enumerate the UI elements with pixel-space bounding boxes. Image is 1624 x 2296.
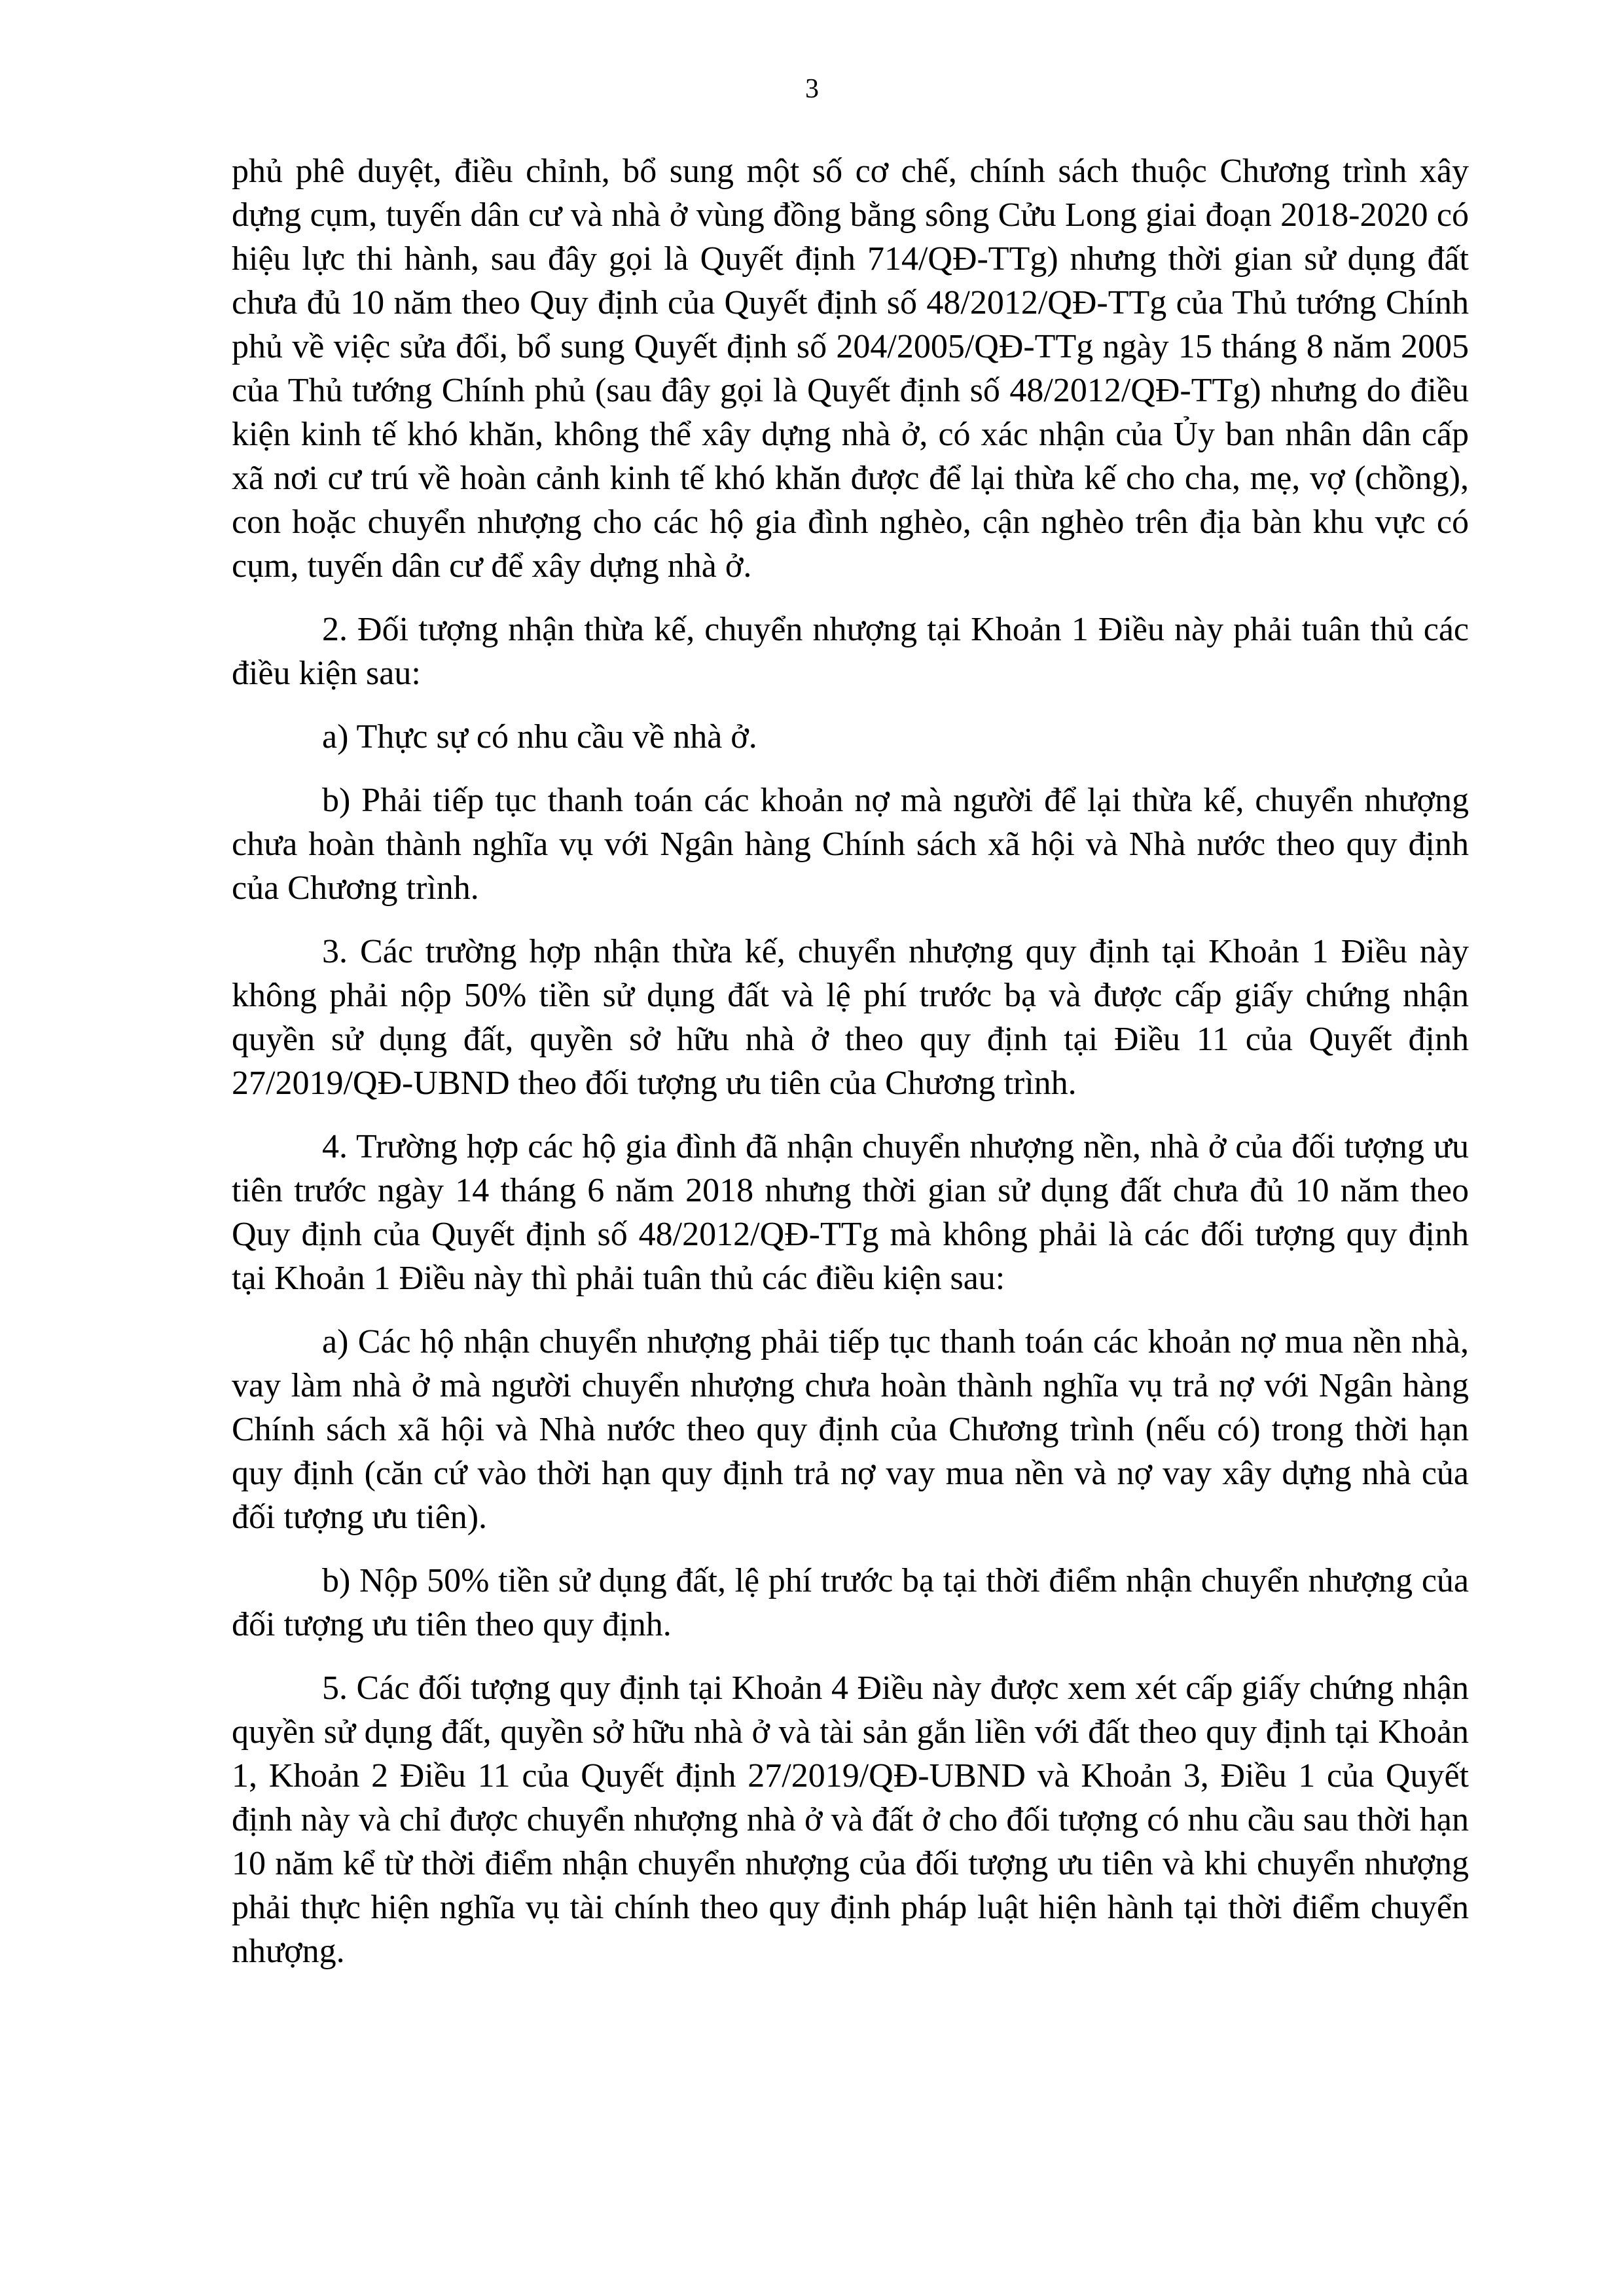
paragraph-clause-4a: a) Các hộ nhận chuyển nhượng phải tiếp tục thanh toán các khoản nợ mua nền nhà, vay làm nhà ở mà người chuyển nhượng chưa hoàn thành nghĩa vụ trả nợ với Ngân hàng Chính sách xã hội và Nhà nước theo quy định của Chương trình (nếu có) trong thời hạn quy định (căn cứ vào thời hạn quy định trả nợ vay mua nền và nợ vay xây dựng nhà của đối tượng ưu tiên). — [232, 1323, 1469, 1536]
paragraph-clause-4: 4. Trường hợp các hộ gia đình đã nhận chuyển nhượng nền, nhà ở của đối tượng ưu tiên trước ngày 14 tháng 6 năm 2018 nhưng thời gian sử dụng đất chưa đủ 10 năm theo Quy định của Quyết định số 48/2012/QĐ-TTg mà không phải là các đối tượng quy định tại Khoản 1 Điều này thì phải tuân thủ các điều kiện sau: — [232, 1128, 1469, 1297]
paragraph-clause-5: 5. Các đối tượng quy định tại Khoản 4 Điều này được xem xét cấp giấy chứng nhận quyền sử dụng đất, quyền sở hữu nhà ở và tài sản gắn liền với đất theo quy định tại Khoản 1, Khoản 2 Điều 11 của Quyết định 27/2019/QĐ-UBND và Khoản 3, Điều 1 của Quyết định này và chỉ được chuyển nhượng nhà ở và đất ở cho đối tượng có nhu cầu sau thời hạn 10 năm kể từ thời điểm nhận chuyển nhượng của đối tượng ưu tiên và khi chuyển nhượng phải thực hiện nghĩa vụ tài chính theo quy định pháp luật hiện hành tại thời điểm chuyển nhượng. — [232, 1669, 1469, 1970]
paragraph-clause-4b: b) Nộp 50% tiền sử dụng đất, lệ phí trước bạ tại thời điểm nhận chuyển nhượng của đối tượng ưu tiên theo quy định. — [232, 1562, 1469, 1643]
paragraph-clause-2b: b) Phải tiếp tục thanh toán các khoản nợ mà người để lại thừa kế, chuyển nhượng chưa hoàn thành nghĩa vụ với Ngân hàng Chính sách xã hội và Nhà nước theo quy định của Chương trình. — [232, 782, 1469, 907]
page-number: 3 — [805, 74, 819, 104]
paragraph-continuation: phủ phê duyệt, điều chỉnh, bổ sung một số cơ chế, chính sách thuộc Chương trình xây dựng cụm, tuyến dân cư và nhà ở vùng đồng bằng sông Cửu Long giai đoạn 2018-2020 có hiệu lực thi hành, sau đây gọi là Quyết định 714/QĐ-TTg) nhưng thời gian sử dụng đất chưa đủ 10 năm theo Quy định của Quyết định số 48/2012/QĐ-TTg của Thủ tướng Chính phủ về việc sửa đổi, bổ sung Quyết định số 204/2005/QĐ-TTg ngày 15 tháng 8 năm 2005 của Thủ tướng Chính phủ (sau đây gọi là Quyết định số 48/2012/QĐ-TTg) nhưng do điều kiện kinh tế khó khăn, không thể xây dựng nhà ở, có xác nhận của Ủy ban nhân dân cấp xã nơi cư trú về hoàn cảnh kinh tế khó khăn được để lại thừa kế cho cha, mẹ, vợ (chồng), con hoặc chuyển nhượng cho các hộ gia đình nghèo, cận nghèo trên địa bàn khu vực có cụm, tuyến dân cư để xây dựng nhà ở. — [232, 153, 1469, 585]
document-body — [232, 149, 1469, 1993]
paragraph-clause-3: 3. Các trường hợp nhận thừa kế, chuyển nhượng quy định tại Khoản 1 Điều này không phải nộp 50% tiền sử dụng đất và lệ phí trước bạ và được cấp giấy chứng nhận quyền sử dụng đất, quyền sở hữu nhà ở theo quy định tại Điều 11 của Quyết định 27/2019/QĐ-UBND theo đối tượng ưu tiên của Chương trình. — [232, 933, 1469, 1102]
paragraph-clause-2a: a) Thực sự có nhu cầu về nhà ở. — [322, 718, 757, 756]
paragraph-clause-2: 2. Đối tượng nhận thừa kế, chuyển nhượng tại Khoản 1 Điều này phải tuân thủ các điều kiện sau: — [232, 611, 1469, 692]
